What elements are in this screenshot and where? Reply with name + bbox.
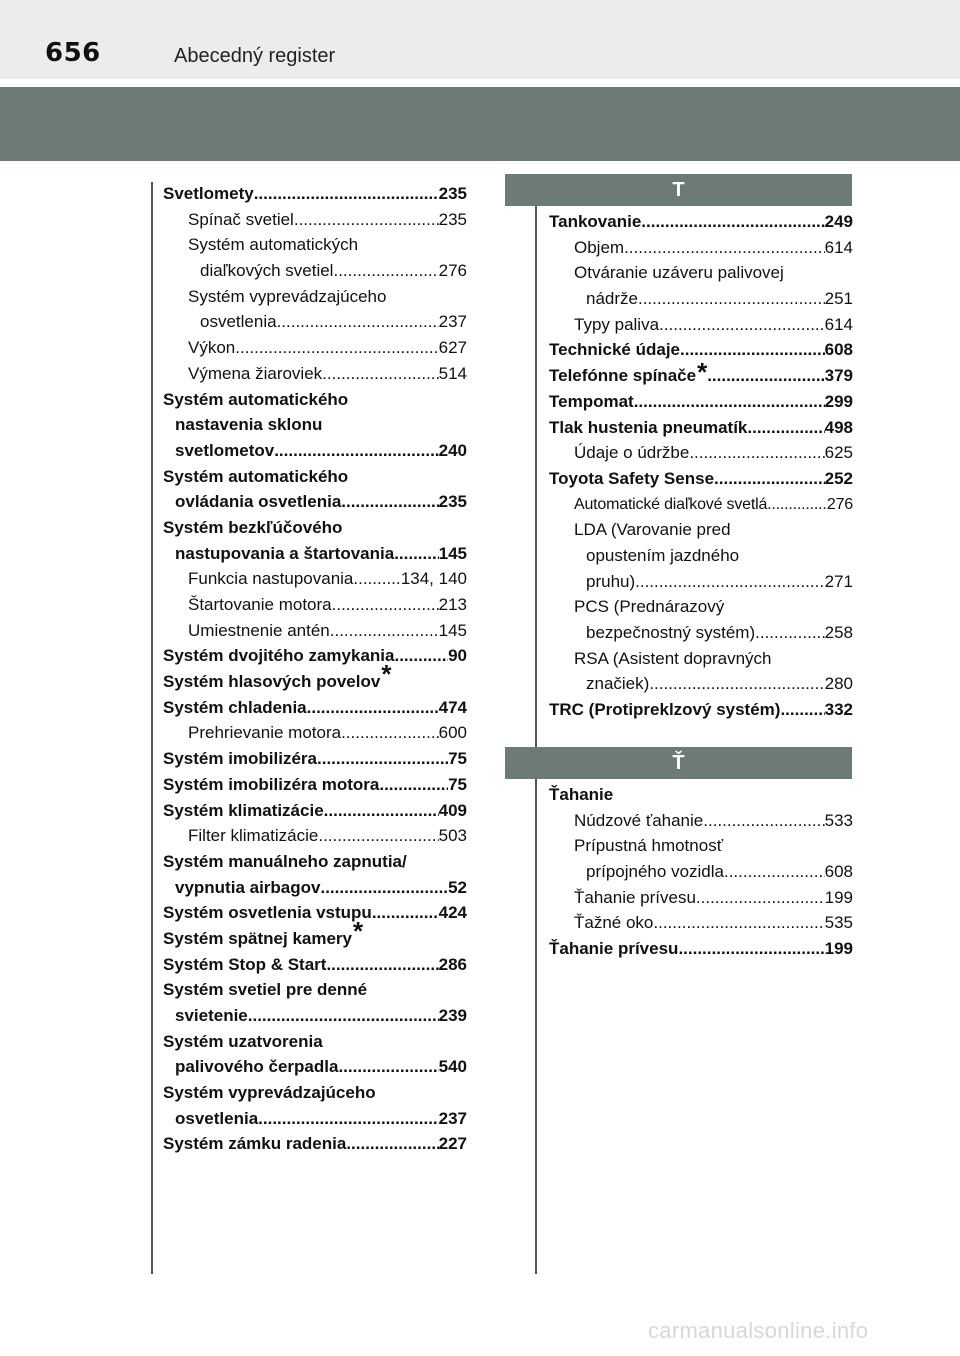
index-entry: Systém spätnej kamery* xyxy=(163,915,364,948)
page-ref: 533 xyxy=(824,810,853,830)
index-entry: Systém zámku radenia ..... 227 xyxy=(163,1131,467,1157)
index-entry-line: Systém bezkľúčového xyxy=(163,517,343,537)
asterisk-mark: * xyxy=(381,659,392,690)
page-ref: 235 xyxy=(438,209,467,229)
index-subentry: osvetlenia ..... 237 xyxy=(163,309,467,335)
index-subentry: Funkcia nastupovania ..... 134, 140 xyxy=(163,566,467,592)
index-subentry: bezpečnostný systém) ..... 258 xyxy=(549,620,853,646)
page-ref: 237 xyxy=(438,312,467,332)
page-ref: 627 xyxy=(438,338,467,358)
page-ref: 600 xyxy=(438,723,467,743)
index-entry: Tempomat ..... 299 xyxy=(549,389,853,415)
page-ref: 240 xyxy=(438,440,467,460)
index-subentry: Automatické diaľkové svetlá ..... 276 xyxy=(549,492,853,518)
header-strip xyxy=(0,0,960,79)
index-entry: Toyota Safety Sense ..... 252 xyxy=(549,466,853,492)
page-ref: 276 xyxy=(438,261,467,281)
page-ref: 75 xyxy=(448,774,467,794)
page-ref: 213 xyxy=(438,595,467,614)
index-entry: Technické údaje ..... 608 xyxy=(549,337,853,363)
index-entry-line: Systém svetiel pre denné xyxy=(163,980,368,1000)
header-banner xyxy=(0,87,960,161)
page-ref: 145 xyxy=(438,620,467,640)
page-ref: 251 xyxy=(824,289,853,309)
page-ref: 514 xyxy=(438,363,467,383)
page-ref: 75 xyxy=(448,749,467,769)
index-subentry: Výmena žiaroviek ..... 514 xyxy=(163,361,467,387)
index-subentry-line: Otváranie uzáveru palivovej xyxy=(574,263,784,283)
page-ref: 424 xyxy=(438,903,467,923)
watermark: carmanualsonline.info xyxy=(648,1318,869,1343)
index-subentry: Ťahanie prívesu ..... 199 xyxy=(549,885,853,911)
page-ref: 299 xyxy=(824,391,853,411)
page-ref: 614 xyxy=(824,314,853,334)
index-subentry: prípojného vozidla ..... 608 xyxy=(549,859,853,885)
index-entry: Systém imobilizéra motora ..... 75 xyxy=(163,772,467,798)
page-ref: 199 xyxy=(824,887,853,907)
index-subentry-line: Prípustná hmotnosť xyxy=(574,836,724,856)
page-ref: 286 xyxy=(438,954,467,974)
index-subentry: Spínač svetiel ..... 235 xyxy=(163,207,467,233)
index-subentry-line: Systém vyprevádzajúceho xyxy=(188,286,387,306)
page-ref: 276 xyxy=(826,495,853,513)
page-ref: 90 xyxy=(448,646,467,666)
index-subentry: nádrže ..... 251 xyxy=(549,286,853,312)
index-subentry: Štartovanie motora ..... 213 xyxy=(163,592,467,618)
index-entry-line: nastavenia sklonu xyxy=(175,415,323,435)
page-ref: 332 xyxy=(824,700,853,720)
page-ref: 258 xyxy=(824,623,853,642)
index-subentry: Umiestnenie antén ..... 145 xyxy=(163,618,467,644)
index-entry: Systém hlasových povelov* xyxy=(163,659,392,692)
index-entry: TRC (Protipreklzový systém) ..... 332 xyxy=(549,697,853,723)
index-subentry-line: Systém automatických xyxy=(188,235,359,255)
index-subentry: Prehrievanie motora ..... 600 xyxy=(163,720,467,746)
page-ref: 379 xyxy=(824,366,853,386)
index-entry: Systém osvetlenia vstupu ..... 424 xyxy=(163,900,467,926)
index-subentry: diaľkových svetiel ..... 276 xyxy=(163,258,467,284)
running-title: Abecedný register xyxy=(174,45,336,67)
index-subentry: Ťažné oko ..... 535 xyxy=(549,910,853,936)
page-ref: 614 xyxy=(824,237,853,257)
index-entry: vypnutia airbagov ..... 52 xyxy=(163,875,467,901)
page-ref: 498 xyxy=(824,417,853,437)
index-subentry-line: LDA (Varovanie pred xyxy=(574,520,731,540)
index-entry-line: Systém automatického xyxy=(163,466,349,486)
index-subentry-line: opustením jazdného xyxy=(586,545,740,565)
index-subentry: Objem ..... 614 xyxy=(549,235,853,261)
index-entry-line: Systém uzatvorenia xyxy=(163,1031,323,1051)
index-entry: nastupovania a štartovania ..... 145 xyxy=(163,541,467,567)
index-entry: Svetlomety ..... 235 xyxy=(163,181,467,207)
index-entry: ovládania osvetlenia ..... 235 xyxy=(163,489,467,515)
section-header-t-caron: Ť xyxy=(505,747,852,779)
page-ref: 608 xyxy=(824,862,853,882)
index-subentry: značiek) ..... 280 xyxy=(549,671,853,697)
index-subentry: pruhu) ..... 271 xyxy=(549,569,853,595)
index-subentry-line: PCS (Prednárazový xyxy=(574,597,725,617)
page-ref: 227 xyxy=(438,1134,467,1154)
page-ref: 608 xyxy=(824,340,853,360)
page-ref: 235 xyxy=(438,184,467,203)
index-entry-line: Systém vyprevádzajúceho xyxy=(163,1083,376,1103)
index-entry: svietenie ..... 239 xyxy=(163,1003,467,1029)
page-ref: 52 xyxy=(448,877,467,897)
index-entry: Ťahanie prívesu ..... 199 xyxy=(549,936,853,962)
index-entry: Systém Stop & Start ..... 286 xyxy=(163,952,467,978)
page-ref: 535 xyxy=(824,913,853,933)
index-entry: osvetlenia ..... 237 xyxy=(163,1106,467,1132)
index-entry: Ťahanie xyxy=(549,785,614,804)
page-number: 656 xyxy=(45,38,101,68)
index-subentry: Filter klimatizácie ..... 503 xyxy=(163,823,467,849)
asterisk-mark: * xyxy=(353,915,364,946)
left-column-rule xyxy=(151,182,153,1274)
index-entry: Systém chladenia ..... 474 xyxy=(163,695,467,721)
page-ref: 249 xyxy=(824,212,853,231)
page-ref: 235 xyxy=(438,492,467,512)
index-subentry: Typy paliva ..... 614 xyxy=(549,312,853,338)
index-entry: svetlometov ..... 240 xyxy=(163,438,467,464)
page-ref: 409 xyxy=(438,800,467,820)
index-entry: Tlak hustenia pneumatík ..... 498 xyxy=(549,415,853,441)
page-ref: 239 xyxy=(438,1006,467,1025)
page-ref: 503 xyxy=(438,826,467,846)
page-ref: 252 xyxy=(824,468,853,488)
index-entry: Systém imobilizéra ..... 75 xyxy=(163,746,467,772)
index-subentry: Výkon ..... 627 xyxy=(163,335,467,361)
index-entry: Tankovanie ..... 249 xyxy=(549,209,853,235)
index-subentry: Údaje o údržbe ..... 625 xyxy=(549,440,853,466)
index-entry: palivového čerpadla ..... 540 xyxy=(163,1054,467,1080)
page-ref: 145 xyxy=(438,543,467,563)
index-entry: Systém dvojitého zamykania ..... 90 xyxy=(163,643,467,669)
page-ref: 474 xyxy=(438,697,467,717)
index-subentry: Núdzové ťahanie ..... 533 xyxy=(549,808,853,834)
page-ref: 199 xyxy=(824,939,853,959)
index-entry-line: Systém automatického xyxy=(163,389,349,409)
page-ref: 625 xyxy=(824,443,853,463)
index-entry: Systém klimatizácie ..... 409 xyxy=(163,798,467,824)
page-ref: 134, 140 xyxy=(400,569,467,589)
index-entry: Telefónne spínače * ..... 379 xyxy=(549,363,853,389)
index-entry-line: Systém manuálneho zapnutia/ xyxy=(163,851,407,871)
index-column-left xyxy=(163,181,467,1157)
page-ref: 237 xyxy=(438,1108,467,1128)
index-column-right-t-caron xyxy=(549,782,853,962)
page-ref: 280 xyxy=(824,674,853,694)
page-ref: 271 xyxy=(824,571,853,591)
section-header-t: T xyxy=(505,174,852,206)
index-subentry-line: RSA (Asistent dopravných xyxy=(574,648,772,668)
index-column-right xyxy=(549,209,853,723)
right-column-rule xyxy=(535,206,537,1274)
page-ref: 540 xyxy=(438,1057,467,1077)
